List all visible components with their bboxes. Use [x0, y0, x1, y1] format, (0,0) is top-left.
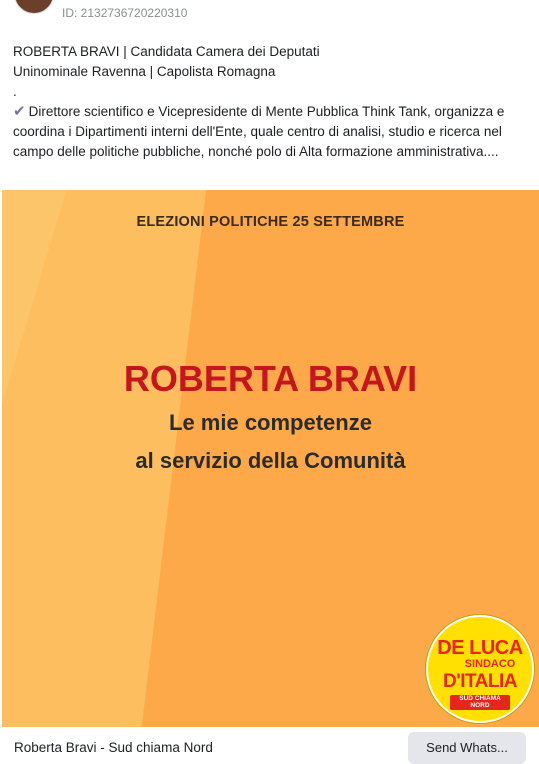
ad-paragraph-text: Direttore scientifico e Vicepresidente di Mente Pubblica Think Tank, organizza e coordina i Dipartimenti interni dell'Ente, quale centro di analisi, studio e ricerca nel campo delle politiche pubbliche, nonché polo di Alta formazione amministrativa....: [13, 104, 505, 159]
candidate-name: ROBERTA BRAVI: [123, 358, 418, 399]
logo-text: DE LUCA: [437, 637, 523, 659]
page-name-link[interactable]: Roberta Bravi - Sud chiama Nord: [14, 740, 213, 755]
send-whatsapp-button[interactable]: Send Whats...: [408, 732, 526, 764]
ad-body-text: [13, 42, 525, 162]
tagline-line-2: al servizio della Comunità: [135, 448, 406, 473]
tagline-line-1: Le mie competenze: [169, 410, 372, 435]
ad-paragraph: [13, 102, 525, 162]
advertiser-avatar[interactable]: [14, 0, 54, 14]
checkmark-icon: ✔: [13, 103, 26, 120]
ad-text-line: Uninominale Ravenna | Capolista Romagna: [13, 64, 276, 79]
logo-text: SINDACO: [464, 658, 516, 670]
creative-header: ELEZIONI POLITICHE 25 SETTEMBRE: [136, 214, 405, 230]
party-logo: [426, 615, 534, 723]
ad-creative-image[interactable]: [2, 190, 539, 727]
ad-text-line: ROBERTA BRAVI | Candidata Camera dei Deputati: [13, 44, 320, 59]
logo-text: SUD CHIAMA NORD: [450, 695, 510, 710]
ad-text-line: .: [13, 84, 17, 99]
ad-id: ID: 2132736720220310: [62, 6, 188, 20]
logo-text: D'ITALIA: [442, 671, 518, 692]
